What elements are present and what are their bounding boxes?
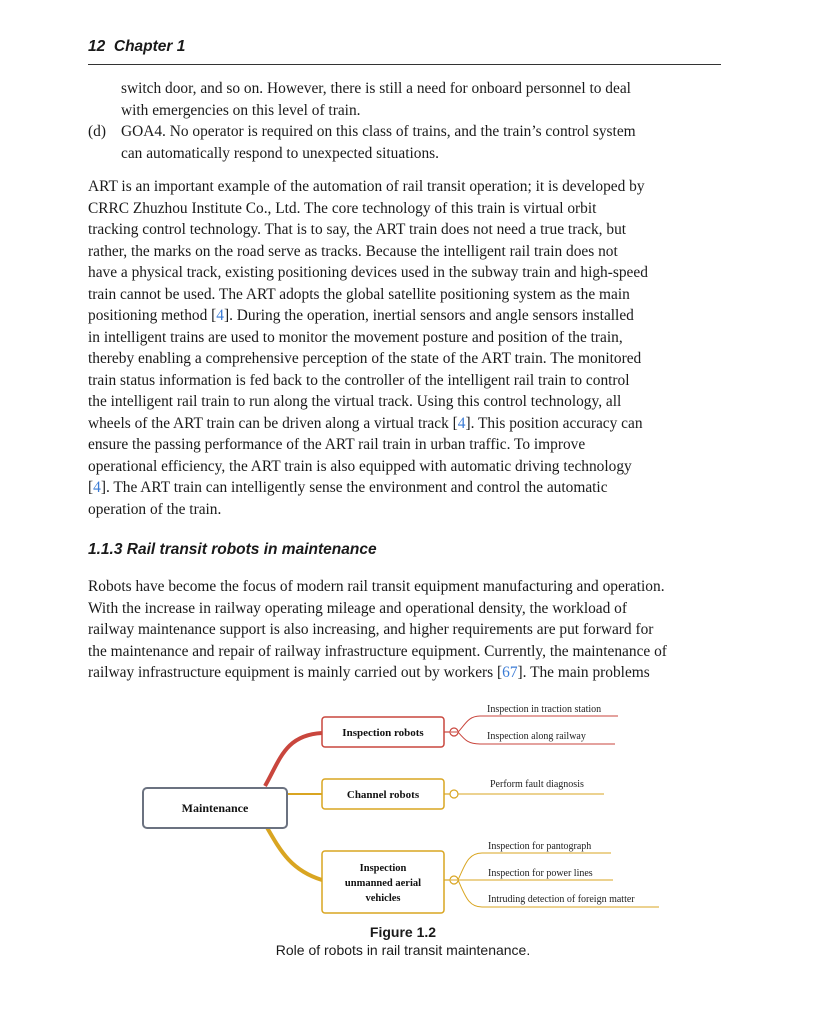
section-title: Rail transit robots in maintenance bbox=[126, 541, 377, 558]
figure-caption-text: Role of robots in rail transit maintenance. bbox=[275, 942, 531, 958]
text-line: [4]. The ART train can intelligently sense the environment and control the automatic bbox=[88, 479, 608, 496]
text-line: Robots have become the focus of modern rail transit equipment manufacturing and operation. bbox=[88, 578, 665, 595]
list-item-line: switch door, and so on. However, there is still a need for onboard personnel to deal bbox=[121, 80, 631, 97]
collapse-toggle[interactable] bbox=[450, 790, 458, 798]
text-line: wheels of the ART train can be driven along a virtual track [4]. This position accuracy can bbox=[88, 414, 643, 432]
branch-label: Inspection robots bbox=[342, 727, 424, 739]
section-heading bbox=[88, 541, 377, 559]
paragraph-maintenance bbox=[88, 576, 728, 684]
page-number: 12 bbox=[88, 38, 106, 55]
citation-link[interactable]: 67 bbox=[502, 664, 518, 681]
text-line: the maintenance and repair of railway infrastructure equipment. Currently, the maintenance of bbox=[88, 642, 667, 660]
connector-root-to-inspection-robots bbox=[265, 733, 322, 786]
text-line: operation of the train. bbox=[88, 500, 222, 518]
running-header bbox=[88, 38, 720, 56]
list-marker: (d) bbox=[88, 123, 106, 140]
list-item-c-continued bbox=[88, 78, 720, 122]
list-item-line: with emergencies on this level of train. bbox=[121, 101, 361, 119]
leaf-label: Inspection for power lines bbox=[488, 868, 593, 879]
list-item-line: GOA4. No operator is required on this class of trains, and the train’s control system bbox=[121, 123, 636, 140]
figure-caption-title: Figure 1.2 bbox=[369, 924, 437, 940]
paragraph-art bbox=[88, 176, 728, 520]
branch-label: Inspection bbox=[359, 863, 407, 874]
leaf-label: Inspection in traction station bbox=[487, 704, 602, 715]
chapter-title: Chapter 1 bbox=[113, 38, 186, 55]
text-line: tracking control technology. That is to say, the ART train does not need a true track, but bbox=[88, 221, 627, 238]
section-number: 1.1.3 bbox=[88, 541, 123, 558]
list-item-d bbox=[88, 121, 720, 165]
root-node-label: Maintenance bbox=[181, 801, 249, 815]
figure-mind-map bbox=[0, 690, 830, 925]
text-line: railway infrastructure equipment is mainly carried out by workers [67]. The main problems bbox=[88, 664, 650, 681]
text-line: CRRC Zhuzhou Institute Co., Ltd. The core technology of this train is virtual orbit bbox=[88, 199, 597, 217]
text-line: positioning method [4]. During the operation, inertial sensors and angle sensors installed bbox=[88, 307, 634, 324]
branch-label: vehicles bbox=[365, 893, 401, 904]
list-item-line: can automatically respond to unexpected situations. bbox=[121, 144, 439, 162]
text-line: With the increase in railway operating mileage and operational density, the workload of bbox=[88, 599, 628, 617]
connector-root-to-uav bbox=[265, 824, 322, 880]
citation-link[interactable]: 4 bbox=[457, 414, 466, 432]
leaf-label: Inspection along railway bbox=[487, 731, 586, 742]
text-line: in intelligent trains are used to monitor the movement posture and position of the train, bbox=[88, 328, 623, 346]
branch-label: unmanned aerial bbox=[344, 878, 422, 889]
text-line: ensure the passing performance of the ART rail train in urban traffic. To improve bbox=[88, 436, 586, 453]
leaf-label: Perform fault diagnosis bbox=[490, 779, 584, 790]
leaf-label: Intruding detection of foreign matter bbox=[488, 894, 635, 905]
text-line: train status information is fed back to the controller of the intelligent rail train to control bbox=[88, 371, 630, 389]
text-line: have a physical track, existing positioning devices used in the subway train and high-speed bbox=[88, 264, 648, 281]
mind-map-diagram bbox=[0, 690, 830, 925]
citation-link[interactable]: 4 bbox=[93, 479, 101, 496]
leaf-label: Inspection for pantograph bbox=[488, 841, 592, 852]
branch-label: Channel robots bbox=[346, 789, 420, 801]
text-line: train cannot be used. The ART adopts the global satellite positioning system as the main bbox=[88, 285, 630, 303]
text-line: thereby enabling a comprehensive perception of the state of the ART train. The monitored bbox=[88, 350, 642, 367]
text-line: the intelligent rail train to run along the virtual track. Using this control technology, all bbox=[88, 393, 622, 410]
text-line: railway maintenance support is also increasing, and higher requirements are put forward for bbox=[88, 621, 654, 638]
text-line: operational efficiency, the ART train is also equipped with automatic driving technology bbox=[88, 457, 632, 475]
text-line: rather, the marks on the road serve as tracks. Because the intelligent rail train does not bbox=[88, 242, 618, 260]
header-divider bbox=[88, 64, 721, 65]
citation-link[interactable]: 4 bbox=[216, 307, 224, 324]
text-line: ART is an important example of the automation of rail transit operation; it is developed by bbox=[88, 178, 645, 195]
